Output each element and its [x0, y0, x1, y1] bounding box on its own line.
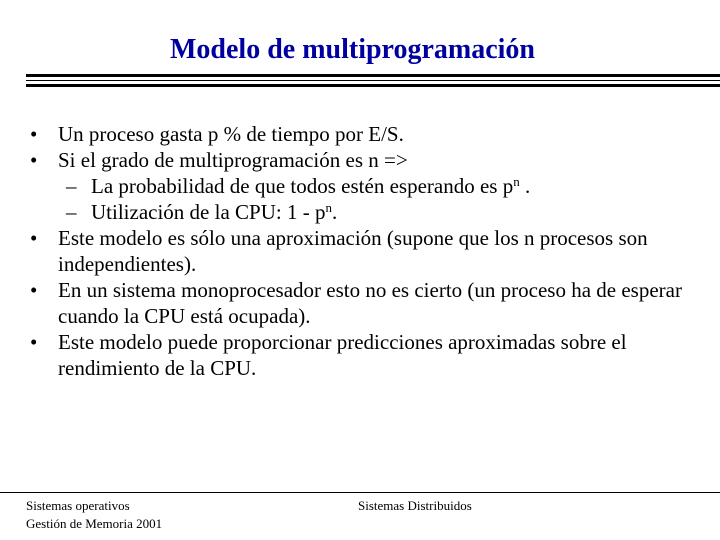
bullet-item: [30, 277, 710, 329]
bullet-text: Si el grado de multiprogramación es n =>: [58, 148, 408, 172]
exponent: n: [513, 174, 520, 189]
bullet-item: [30, 225, 710, 277]
sub-bullet-item: [30, 173, 710, 199]
exponent: n: [325, 200, 332, 215]
title-rule-top: [26, 74, 720, 77]
bullet-item: [30, 121, 710, 147]
bullet-marker: •: [30, 148, 38, 172]
sub-bullet-text-end: .: [331, 200, 338, 224]
bullet-item: [30, 329, 710, 381]
footer-topic: Gestión de Memoria 2001: [26, 516, 163, 531]
bullet-marker: •: [30, 226, 38, 250]
footer-subject: Sistemas operativos: [26, 498, 130, 513]
sub-bullet-text-end: .: [519, 174, 531, 198]
footer-rule: [0, 492, 720, 493]
bullet-marker: •: [30, 278, 38, 302]
dash-marker: –: [66, 174, 77, 198]
footer-section: Sistemas Distribuidos: [358, 498, 472, 513]
sub-bullet-text: Utilización de la CPU: 1 - p: [91, 200, 326, 224]
dash-marker: –: [66, 200, 77, 224]
bullet-text: En un sistema monoprocesador esto no es cierto (un proceso ha de esperar cuando la CPU está ocupada).: [58, 278, 682, 328]
footer-course: [26, 497, 162, 533]
sub-bullet-item: [30, 199, 710, 225]
bullet-text: Este modelo puede proporcionar predicciones aproximadas sobre el rendimiento de la CPU.: [58, 330, 627, 380]
bullet-item: [30, 147, 710, 173]
title-rule-middle: [26, 80, 720, 81]
sub-bullet-text: La probabilidad de que todos estén esperando es p: [91, 174, 514, 198]
bullet-marker: •: [30, 330, 38, 354]
slide-title: Modelo de multiprogramación: [169, 34, 535, 65]
bullet-text: Un proceso gasta p % de tiempo por E/S.: [58, 122, 404, 146]
bullet-text: Este modelo es sólo una aproximación (supone que los n procesos son independientes).: [58, 226, 648, 276]
bullet-list: [30, 121, 710, 381]
bullet-marker: •: [30, 122, 38, 146]
title-rule-bottom: [26, 84, 720, 87]
